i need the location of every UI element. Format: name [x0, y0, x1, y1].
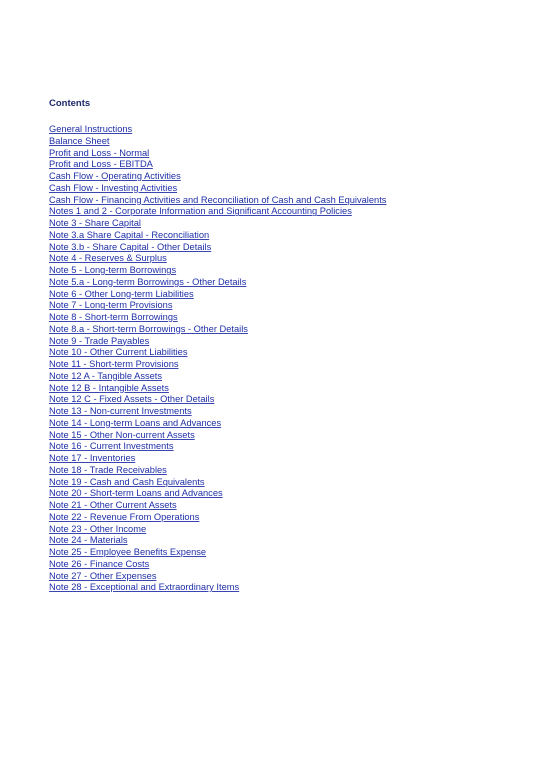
contents-link[interactable]: Note 10 - Other Current Liabilities — [49, 347, 188, 358]
list-item — [49, 287, 509, 299]
contents-link[interactable]: Cash Flow - Financing Activities and Reconciliation of Cash and Cash Equivalents — [49, 194, 387, 205]
list-item — [49, 392, 509, 404]
list-item — [49, 298, 509, 310]
list-item — [49, 204, 509, 216]
contents-link[interactable]: Note 13 - Non-current Investments — [49, 406, 192, 416]
list-item — [49, 181, 509, 193]
contents-link[interactable]: Note 11 - Short-term Provisions — [49, 359, 179, 369]
contents-link[interactable]: Note 28 - Exceptional and Extraordinary Items — [49, 582, 240, 593]
list-item — [49, 557, 509, 569]
contents-link[interactable]: Note 12 A - Tangible Assets — [49, 370, 163, 381]
contents-link[interactable]: Note 20 - Short-term Loans and Advances — [49, 488, 223, 499]
contents-list — [49, 122, 509, 592]
list-item — [49, 580, 509, 592]
contents-link[interactable]: Note 25 - Employee Benefits Expense — [49, 547, 207, 557]
list-item — [49, 263, 509, 275]
list-item — [49, 322, 509, 334]
contents-link[interactable]: General Instructions — [49, 124, 133, 134]
contents-link[interactable]: Note 5 - Long-term Borrowings — [49, 265, 177, 275]
list-item — [49, 569, 509, 581]
list-item — [49, 522, 509, 534]
list-item — [49, 146, 509, 158]
contents-link[interactable]: Note 7 - Long-term Provisions — [49, 300, 173, 311]
contents-link[interactable]: Profit and Loss - EBITDA — [49, 159, 153, 170]
list-item — [49, 334, 509, 346]
contents-link[interactable]: Cash Flow - Investing Activities — [49, 182, 178, 193]
list-item — [49, 122, 509, 134]
contents-link[interactable]: Note 12 B - Intangible Assets — [49, 382, 169, 393]
contents-link[interactable]: Note 8.a - Short-term Borrowings - Other Details — [49, 323, 248, 334]
list-item — [49, 498, 509, 510]
contents-link[interactable]: Note 23 - Other Income — [49, 523, 147, 534]
list-item — [49, 169, 509, 181]
contents-link[interactable]: Note 16 - Current Investments — [49, 441, 174, 452]
contents-link[interactable]: Balance Sheet — [49, 135, 110, 146]
contents-link[interactable]: Note 19 - Cash and Cash Equivalents — [49, 476, 205, 487]
contents-heading: Contents — [49, 98, 91, 109]
list-item — [49, 240, 509, 252]
contents-link[interactable]: Note 3 - Share Capital — [49, 218, 141, 228]
contents-link[interactable]: Note 17 - Inventories — [49, 453, 136, 463]
list-item — [49, 228, 509, 240]
contents-link[interactable]: Note 21 - Other Current Assets — [49, 500, 177, 510]
contents-link[interactable]: Note 12 C - Fixed Assets - Other Details — [49, 394, 215, 405]
list-item — [49, 439, 509, 451]
contents-link[interactable]: Note 3.a Share Capital - Reconciliation — [49, 229, 210, 240]
contents-link[interactable]: Note 15 - Other Non-current Assets — [49, 429, 195, 440]
contents-link[interactable]: Profit and Loss - Normal — [49, 147, 150, 158]
contents-link[interactable]: Note 8 - Short-term Borrowings — [49, 312, 178, 322]
contents-link[interactable]: Note 26 - Finance Costs — [49, 558, 150, 569]
list-item — [49, 533, 509, 545]
contents-link[interactable]: Note 24 - Materials — [49, 535, 128, 546]
contents-link[interactable]: Notes 1 and 2 - Corporate Information and Significant Accounting Policies — [49, 206, 352, 217]
list-item — [49, 451, 509, 463]
list-item — [49, 345, 509, 357]
list-item — [49, 428, 509, 440]
list-item — [49, 381, 509, 393]
list-item — [49, 357, 509, 369]
list-item — [49, 193, 509, 205]
contents-link[interactable]: Note 18 - Trade Receivables — [49, 464, 167, 475]
list-item — [49, 486, 509, 498]
list-item — [49, 251, 509, 263]
list-item — [49, 310, 509, 322]
contents-link[interactable]: Note 14 - Long-term Loans and Advances — [49, 417, 222, 428]
contents-link[interactable]: Note 6 - Other Long-term Liabilities — [49, 288, 194, 299]
list-item — [49, 275, 509, 287]
contents-link[interactable]: Note 22 - Revenue From Operations — [49, 511, 200, 522]
list-item — [49, 404, 509, 416]
contents-link[interactable]: Note 5.a - Long-term Borrowings - Other Details — [49, 276, 247, 287]
list-item — [49, 510, 509, 522]
list-item — [49, 475, 509, 487]
list-item — [49, 216, 509, 228]
contents-link[interactable]: Note 27 - Other Expenses — [49, 570, 157, 581]
list-item — [49, 134, 509, 146]
contents-link[interactable]: Cash Flow - Operating Activities — [49, 171, 181, 181]
list-item — [49, 369, 509, 381]
contents-link[interactable]: Note 9 - Trade Payables — [49, 335, 150, 346]
list-item — [49, 545, 509, 557]
table-of-contents — [49, 98, 509, 592]
contents-link[interactable]: Note 4 - Reserves & Surplus — [49, 253, 167, 264]
list-item — [49, 463, 509, 475]
contents-link[interactable]: Note 3.b - Share Capital - Other Details — [49, 241, 212, 252]
list-item — [49, 416, 509, 428]
list-item — [49, 157, 509, 169]
